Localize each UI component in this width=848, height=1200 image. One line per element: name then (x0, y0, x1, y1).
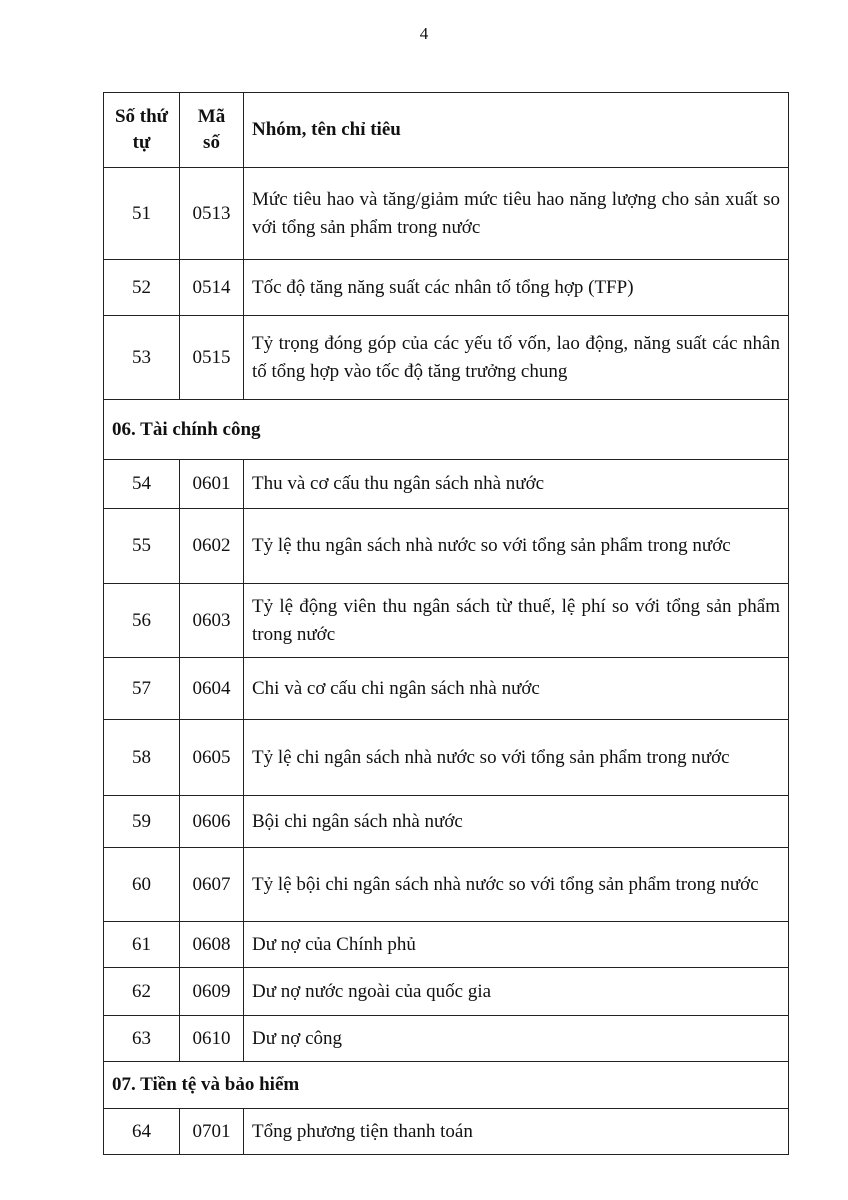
table-header-row (104, 93, 789, 168)
header-name: Nhóm, tên chỉ tiêu (244, 93, 789, 168)
row-code: 0605 (180, 720, 244, 796)
row-name: Mức tiêu hao và tăng/giảm mức tiêu hao năng lượng cho sản xuất so với tổng sản phẩm trong nước (244, 168, 789, 260)
row-name: Tổng phương tiện thanh toán (244, 1109, 789, 1155)
row-code: 0610 (180, 1016, 244, 1062)
table-row (104, 796, 789, 848)
table-row (104, 460, 789, 509)
row-stt: 62 (104, 968, 180, 1016)
row-name: Tỷ trọng đóng góp của các yếu tố vốn, lao động, năng suất các nhân tố tổng hợp vào tốc độ tăng trưởng chung (244, 316, 789, 400)
table-row (104, 922, 789, 968)
row-stt: 56 (104, 584, 180, 658)
row-stt: 51 (104, 168, 180, 260)
row-stt: 53 (104, 316, 180, 400)
row-code: 0606 (180, 796, 244, 848)
row-name: Chi và cơ cấu chi ngân sách nhà nước (244, 658, 789, 720)
row-stt: 57 (104, 658, 180, 720)
row-code: 0607 (180, 848, 244, 922)
row-name: Tỷ lệ bội chi ngân sách nhà nước so với tổng sản phẩm trong nước (244, 848, 789, 922)
row-stt: 54 (104, 460, 180, 509)
row-code: 0701 (180, 1109, 244, 1155)
row-code: 0513 (180, 168, 244, 260)
row-code: 0602 (180, 509, 244, 584)
row-code: 0608 (180, 922, 244, 968)
section-heading: 07. Tiền tệ và bảo hiểm (104, 1062, 789, 1109)
row-stt: 59 (104, 796, 180, 848)
row-name: Tỷ lệ chi ngân sách nhà nước so với tổng sản phẩm trong nước (244, 720, 789, 796)
table-row (104, 260, 789, 316)
row-stt: 58 (104, 720, 180, 796)
section-row (104, 1062, 789, 1109)
table-row (104, 509, 789, 584)
table-row (104, 584, 789, 658)
row-code: 0603 (180, 584, 244, 658)
row-stt: 52 (104, 260, 180, 316)
table-row (104, 1016, 789, 1062)
row-code: 0514 (180, 260, 244, 316)
table-row (104, 658, 789, 720)
page-number: 4 (419, 24, 429, 43)
indicator-table (103, 92, 789, 1155)
row-name: Tỷ lệ thu ngân sách nhà nước so với tổng sản phẩm trong nước (244, 509, 789, 584)
section-row (104, 400, 789, 460)
row-stt: 61 (104, 922, 180, 968)
row-code: 0604 (180, 658, 244, 720)
header-code: Mã số (180, 93, 244, 168)
table-row (104, 720, 789, 796)
table-row (104, 848, 789, 922)
table-row (104, 316, 789, 400)
row-stt: 55 (104, 509, 180, 584)
row-name: Dư nợ nước ngoài của quốc gia (244, 968, 789, 1016)
row-name: Tốc độ tăng năng suất các nhân tố tổng hợp (TFP) (244, 260, 789, 316)
row-name: Thu và cơ cấu thu ngân sách nhà nước (244, 460, 789, 509)
table-row (104, 968, 789, 1016)
row-stt: 64 (104, 1109, 180, 1155)
row-stt: 60 (104, 848, 180, 922)
section-heading: 06. Tài chính công (104, 400, 789, 460)
row-name: Tỷ lệ động viên thu ngân sách từ thuế, lệ phí so với tổng sản phẩm trong nước (244, 584, 789, 658)
row-code: 0515 (180, 316, 244, 400)
row-stt: 63 (104, 1016, 180, 1062)
row-code: 0609 (180, 968, 244, 1016)
table-row (104, 1109, 789, 1155)
table-row (104, 168, 789, 260)
row-name: Bội chi ngân sách nhà nước (244, 796, 789, 848)
row-code: 0601 (180, 460, 244, 509)
header-stt: Số thứ tự (104, 93, 180, 168)
row-name: Dư nợ công (244, 1016, 789, 1062)
row-name: Dư nợ của Chính phủ (244, 922, 789, 968)
